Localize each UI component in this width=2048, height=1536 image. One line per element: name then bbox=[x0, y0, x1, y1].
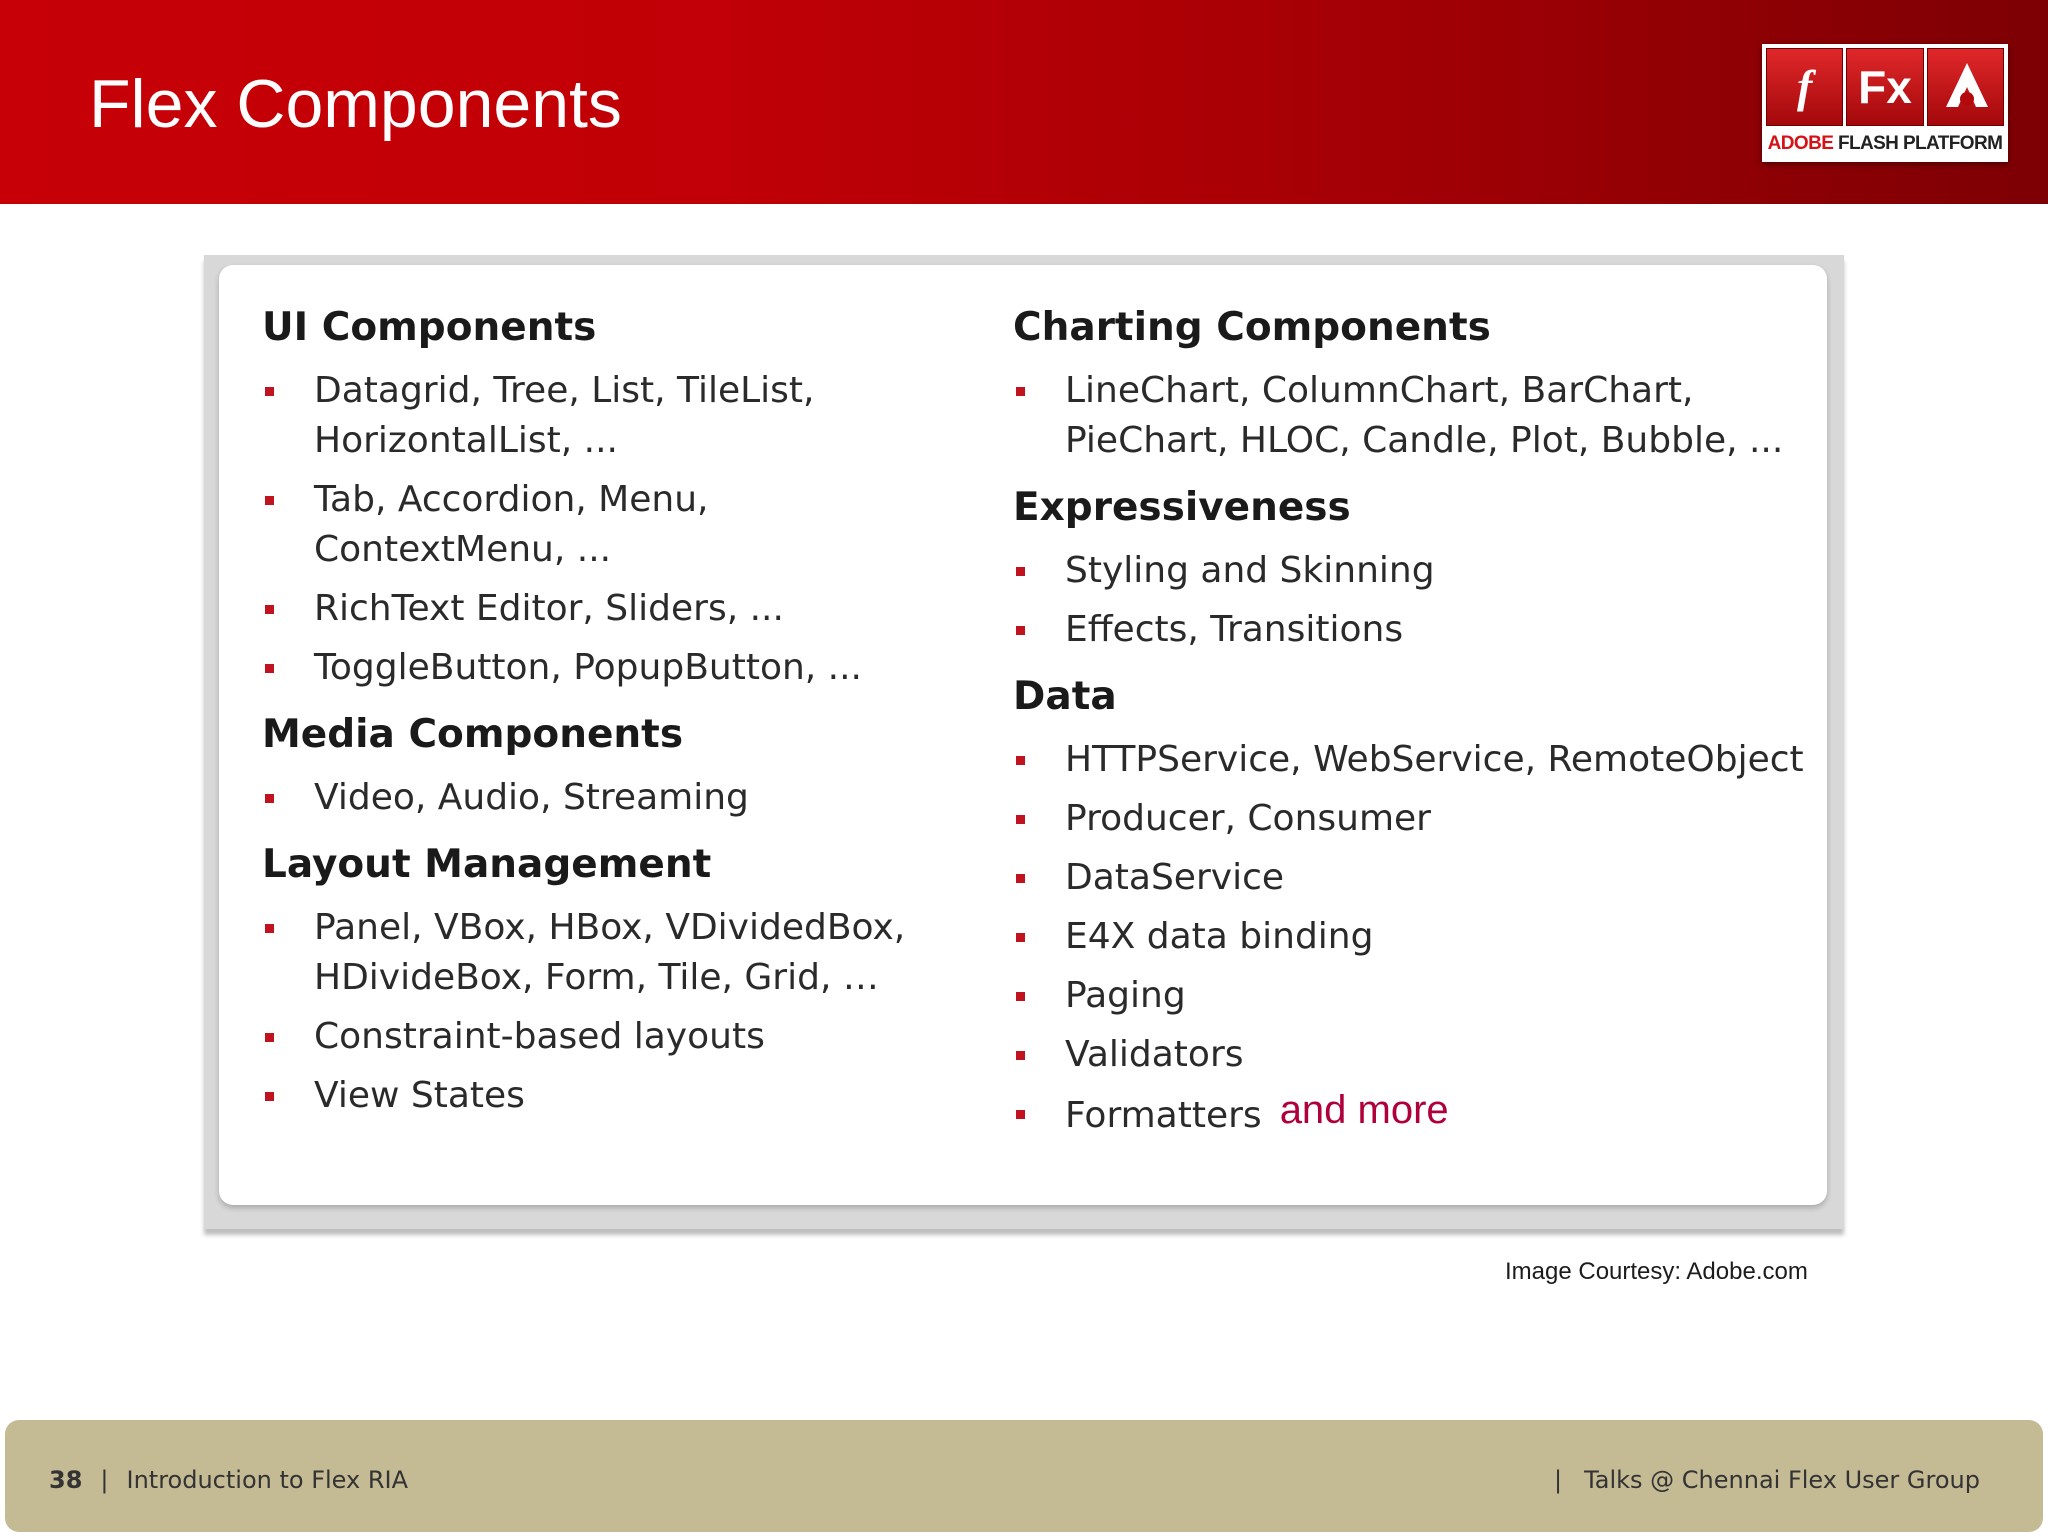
item-list bbox=[1013, 546, 1813, 655]
flex-tile bbox=[1846, 48, 1923, 126]
item-list bbox=[262, 773, 962, 823]
list-item-text: Effects, Transitions bbox=[1065, 609, 1404, 650]
left-column bbox=[262, 300, 962, 1135]
list-item bbox=[1013, 853, 1813, 903]
section-title: Expressiveness bbox=[1013, 485, 1351, 530]
section-title: Layout Management bbox=[262, 842, 712, 887]
footer-separator: | bbox=[100, 1466, 109, 1494]
flash-icon: f bbox=[1797, 61, 1813, 112]
footer-separator: | bbox=[1553, 1466, 1563, 1494]
list-item bbox=[1013, 366, 1813, 466]
list-item-text: Validators bbox=[1065, 1034, 1244, 1075]
list-item bbox=[262, 584, 962, 634]
bullet-icon bbox=[265, 924, 274, 933]
bullet-icon bbox=[1016, 874, 1025, 883]
section-title: Data bbox=[1013, 674, 1117, 719]
list-item-text: Constraint-based layouts bbox=[314, 1016, 765, 1057]
list-item-text: Paging bbox=[1065, 975, 1186, 1016]
list-item bbox=[262, 643, 962, 693]
section-title: Charting Components bbox=[1013, 305, 1491, 350]
list-item-text: Formatters bbox=[1065, 1095, 1262, 1136]
section-title: UI Components bbox=[262, 305, 597, 350]
list-item bbox=[1013, 1030, 1813, 1080]
bullet-icon bbox=[1016, 815, 1025, 824]
bullet-icon bbox=[265, 1033, 274, 1042]
list-item-text: LineChart, ColumnChart, BarChart, PieChart, HLOC, Candle, Plot, Bubble, ... bbox=[1065, 370, 1784, 461]
logo-caption-rest: FLASH PLATFORM bbox=[1833, 133, 2003, 154]
item-list bbox=[262, 366, 962, 693]
list-item bbox=[262, 903, 962, 1003]
bullet-icon bbox=[265, 1092, 274, 1101]
list-item-text: Styling and Skinning bbox=[1065, 550, 1435, 591]
list-item bbox=[262, 1012, 962, 1062]
list-item-text: Tab, Accordion, Menu, ContextMenu, ... bbox=[314, 479, 709, 570]
bullet-icon bbox=[265, 605, 274, 614]
flex-icon: Fx bbox=[1858, 61, 1912, 113]
image-courtesy: Image Courtesy: Adobe.com bbox=[1505, 1258, 1808, 1285]
list-item-text: RichText Editor, Sliders, ... bbox=[314, 588, 784, 629]
section-data bbox=[1013, 669, 1813, 1141]
list-item-text: DataService bbox=[1065, 857, 1285, 898]
adobe-flash-platform-logo bbox=[1762, 44, 2008, 162]
slide-footer bbox=[5, 1420, 2043, 1532]
section-title: Media Components bbox=[262, 712, 684, 757]
list-item bbox=[262, 366, 962, 466]
list-item bbox=[1013, 912, 1813, 962]
flash-tile bbox=[1766, 48, 1843, 126]
bullet-icon bbox=[265, 664, 274, 673]
right-column bbox=[1013, 300, 1813, 1155]
bullet-icon bbox=[1016, 387, 1025, 396]
bullet-icon bbox=[1016, 756, 1025, 765]
list-item bbox=[1013, 1089, 1813, 1141]
air-tile bbox=[1927, 48, 2004, 126]
bullet-icon bbox=[1016, 992, 1025, 1001]
list-item bbox=[1013, 735, 1813, 785]
footer-left bbox=[49, 1464, 408, 1496]
list-item bbox=[1013, 546, 1813, 596]
item-list bbox=[262, 903, 962, 1121]
list-item bbox=[1013, 605, 1813, 655]
list-item-text: Video, Audio, Streaming bbox=[314, 777, 749, 818]
bullet-icon bbox=[1016, 626, 1025, 635]
air-icon bbox=[1942, 59, 1992, 117]
presentation-title: Introduction to Flex RIA bbox=[126, 1466, 409, 1494]
bullet-icon bbox=[1016, 1110, 1025, 1119]
logo-tiles bbox=[1766, 48, 2004, 126]
list-item-text: Producer, Consumer bbox=[1065, 798, 1431, 839]
list-item-text: ToggleButton, PopupButton, ... bbox=[314, 647, 862, 688]
bullet-icon bbox=[265, 794, 274, 803]
logo-caption-brand: ADOBE bbox=[1767, 133, 1834, 154]
slide-header bbox=[0, 0, 2048, 204]
list-item-text: HTTPService, WebService, RemoteObject bbox=[1065, 739, 1804, 780]
page-number: 38 bbox=[49, 1466, 83, 1494]
slide-title: Flex Components bbox=[89, 66, 622, 142]
item-list bbox=[1013, 366, 1813, 466]
bullet-icon bbox=[1016, 1051, 1025, 1060]
list-item-text: Datagrid, Tree, List, TileList, HorizontalList, ... bbox=[314, 370, 815, 461]
footer-right bbox=[1554, 1464, 1980, 1496]
section-ui-components bbox=[262, 300, 962, 693]
list-item bbox=[262, 1071, 962, 1121]
section-media-components bbox=[262, 707, 962, 823]
bullet-icon bbox=[1016, 933, 1025, 942]
list-item-text: View States bbox=[314, 1075, 525, 1116]
section-charting-components bbox=[1013, 300, 1813, 466]
list-item bbox=[262, 475, 962, 575]
list-item bbox=[262, 773, 962, 823]
list-item-text: Panel, VBox, HBox, VDividedBox, HDivideBox, Form, Tile, Grid, … bbox=[314, 907, 906, 998]
bullet-icon bbox=[265, 496, 274, 505]
list-item-text: E4X data binding bbox=[1065, 916, 1374, 957]
list-item bbox=[1013, 794, 1813, 844]
section-expressiveness bbox=[1013, 480, 1813, 655]
logo-caption bbox=[1766, 130, 2004, 158]
bullet-icon bbox=[265, 387, 274, 396]
section-layout-management bbox=[262, 837, 962, 1121]
event-name: Talks @ Chennai Flex User Group bbox=[1584, 1466, 1980, 1494]
bullet-icon bbox=[1016, 567, 1025, 576]
item-list bbox=[1013, 735, 1813, 1141]
and-more-note: and more bbox=[1279, 1088, 1449, 1132]
list-item bbox=[1013, 971, 1813, 1021]
